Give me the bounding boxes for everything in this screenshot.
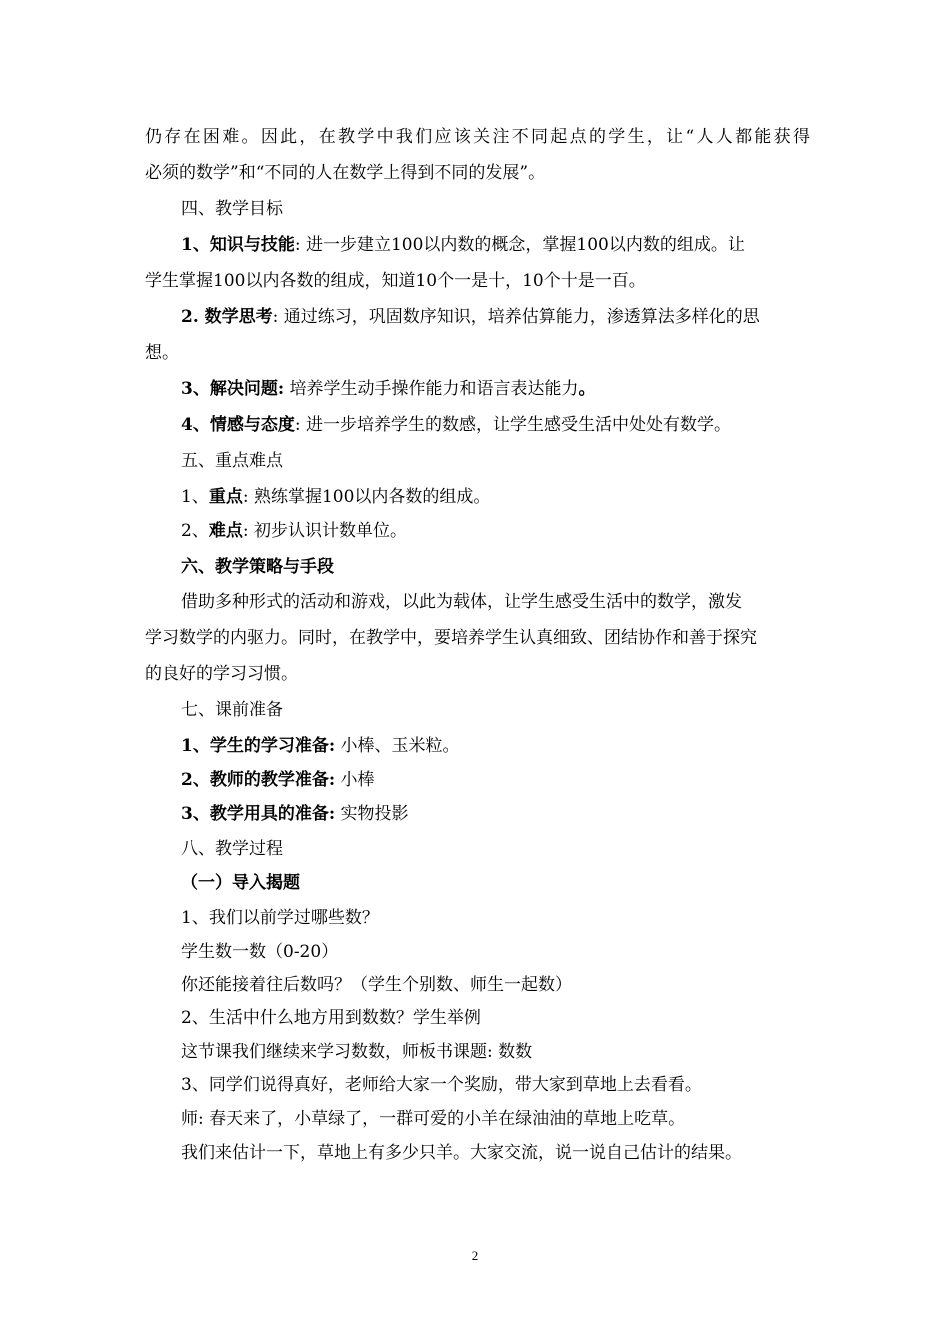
prep-item [181, 734, 846, 758]
goal-label: 2. 数学思考 [181, 307, 273, 327]
paragraph-line: 学生掌握100以内各数的组成，知道10个一是十，10个十是一百。 [145, 271, 646, 291]
key-text: : 熟练掌握100以内各数的组成。 [242, 487, 491, 507]
key-label: 难点 [208, 521, 243, 541]
paragraph-line: 2、生活中什么地方用到数数？学生举例 [181, 1008, 481, 1028]
prep-label: 1、学生的学习准备: [181, 736, 336, 756]
goal-end: 。 [578, 379, 596, 399]
goal-text: : 通过练习，巩固数序知识，培养估算能力，渗透算法多样化的思 [272, 307, 760, 327]
paragraph-line: 你还能接着往后数吗？（学生个别数、师生一起数） [181, 975, 572, 995]
paragraph-line: 这节课我们继续来学习数数，师板书课题: 数数 [181, 1042, 533, 1062]
section-heading: 八、教学过程 [181, 839, 283, 859]
paragraph-line: 仍存在困难。因此，在教学中我们应该关注不同起点的学生，让“人人都能获得 [145, 127, 810, 147]
prep-item [181, 802, 846, 826]
section-heading: 六、教学策略与手段 [181, 557, 334, 577]
goal-label: 1、知识与技能 [181, 235, 295, 255]
prep-item [181, 768, 846, 792]
paragraph-line: 师: 春天来了，小草绿了，一群可爱的小羊在绿油油的草地上吃草。 [181, 1109, 686, 1129]
key-item [181, 519, 846, 543]
goal-item [181, 305, 846, 329]
goal-item [181, 377, 846, 401]
goal-label: 3、解决问题: [181, 379, 285, 399]
key-prefix: 2、 [181, 521, 209, 541]
goal-text: : 进一步培养学生的数感，让学生感受生活中处处有数学。 [294, 415, 731, 435]
paragraph-line: 的良好的学习习惯。 [145, 664, 298, 684]
paragraph-line: 必须的数学”和“不同的人在数学上得到不同的发展”。 [145, 163, 546, 183]
section-heading: 七、课前准备 [181, 700, 283, 720]
paragraph-line: 借助多种形式的活动和游戏，以此为载体，让学生感受生活中的数学，激发 [181, 592, 742, 612]
key-item [181, 485, 846, 509]
subsection-heading: （一）导入揭题 [181, 873, 300, 893]
prep-label: 2、教师的教学准备: [181, 770, 336, 790]
page-number: 2 [471, 1248, 479, 1263]
goal-text: : 进一步建立100以内数的概念，掌握100以内数的组成。让 [294, 235, 745, 255]
prep-text: 小棒 [335, 770, 375, 790]
paragraph-line: 学生数一数（0-20） [181, 942, 339, 962]
goal-item [181, 413, 846, 437]
goal-item [181, 233, 846, 257]
section-heading: 四、教学目标 [181, 199, 283, 219]
paragraph-line: 3、同学们说得真好，老师给大家一个奖励，带大家到草地上去看看。 [181, 1075, 702, 1095]
key-prefix: 1、 [181, 487, 209, 507]
paragraph-line: 学习数学的内驱力。同时，在教学中，要培养学生认真细致、团结协作和善于探究 [145, 628, 757, 648]
key-label: 重点 [208, 487, 243, 507]
prep-text: 小棒、玉米粒。 [335, 736, 460, 756]
prep-label: 3、教学用具的准备: [181, 804, 336, 824]
paragraph-line: 我们来估计一下，草地上有多少只羊。大家交流，说一说自己估计的结果。 [181, 1143, 742, 1163]
goal-label: 4、情感与态度 [181, 415, 295, 435]
paragraph-line: 1、我们以前学过哪些数？ [181, 908, 379, 928]
prep-text: 实物投影 [335, 804, 409, 824]
section-heading: 五、重点难点 [181, 451, 283, 471]
key-text: : 初步认识计数单位。 [242, 521, 407, 541]
paragraph-line: 想。 [145, 343, 179, 363]
goal-text: 培养学生动手操作能力和语言表达能力 [284, 379, 579, 399]
